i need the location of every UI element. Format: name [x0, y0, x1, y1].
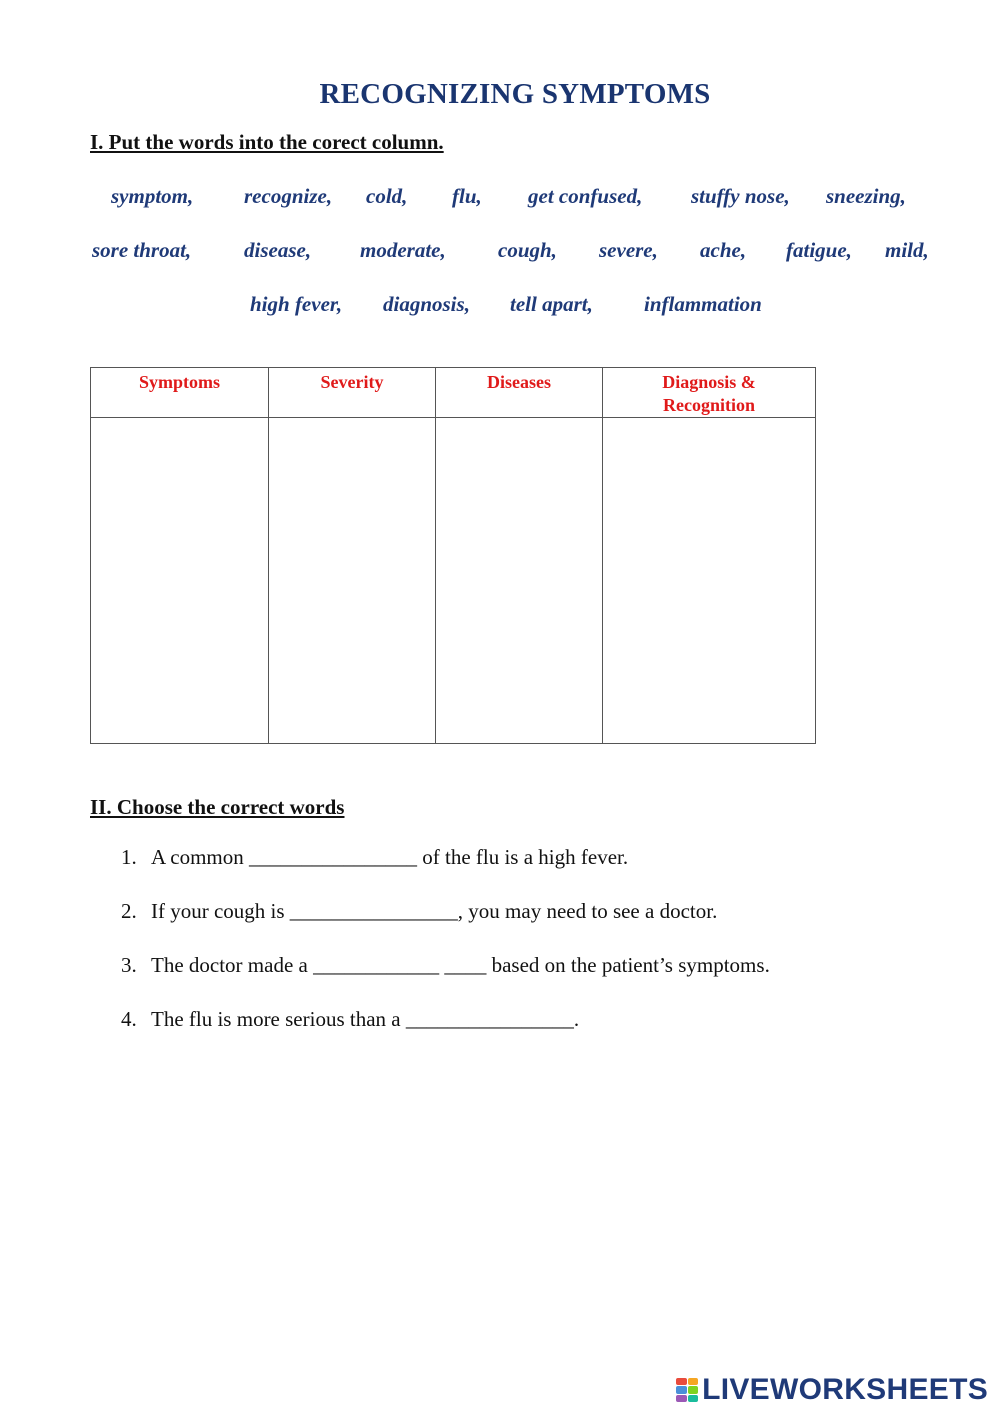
drop-zone-symptoms[interactable] — [91, 418, 269, 744]
question-text: The flu is more serious than a ________________. — [151, 1007, 580, 1031]
question-number: 3. — [121, 953, 137, 977]
question-text: The doctor made a ____________ ____ based on the patient’s symptoms. — [151, 953, 770, 977]
question-item — [121, 899, 717, 924]
question-item — [121, 845, 628, 870]
word-bank-item[interactable]: mild, — [885, 238, 929, 262]
word-bank-item[interactable]: tell apart, — [510, 292, 593, 316]
drop-zone-diseases[interactable] — [436, 418, 603, 744]
word-bank-item[interactable]: symptom, — [111, 184, 194, 208]
word-bank-item[interactable]: fatigue, — [786, 238, 852, 262]
drop-zone-severity[interactable] — [269, 418, 436, 744]
word-bank-item[interactable]: high fever, — [250, 292, 343, 316]
sorting-table — [90, 367, 816, 744]
question-item — [121, 953, 770, 978]
word-bank-item[interactable]: cough, — [498, 238, 557, 262]
word-bank-item[interactable]: sneezing, — [826, 184, 906, 208]
word-bank-item[interactable]: disease, — [244, 238, 312, 262]
section-2-heading: II. Choose the correct words — [90, 795, 345, 819]
word-bank-item[interactable]: inflammation — [644, 292, 762, 316]
word-bank-item[interactable]: stuffy nose, — [691, 184, 790, 208]
word-bank-item[interactable]: cold, — [366, 184, 408, 208]
word-bank-item[interactable]: ache, — [700, 238, 747, 262]
drop-zone-diagnosis-recognition[interactable] — [603, 418, 816, 744]
page-title: RECOGNIZING SYMPTOMS — [319, 78, 711, 110]
word-bank-item[interactable]: diagnosis, — [383, 292, 470, 316]
word-bank-item[interactable]: get confused, — [528, 184, 643, 208]
logo-tile — [676, 1378, 687, 1385]
word-bank-item[interactable]: moderate, — [360, 238, 446, 262]
question-number: 2. — [121, 899, 137, 923]
column-header-diagnosis-recognition: Diagnosis & Recognition — [603, 368, 816, 418]
liveworksheets-logo-text: LIVEWORKSHEETS — [702, 1373, 988, 1406]
logo-tile — [688, 1378, 699, 1385]
section-1-heading: I. Put the words into the corect column. — [90, 130, 444, 154]
word-bank-item[interactable]: severe, — [599, 238, 658, 262]
word-bank-item[interactable]: recognize, — [244, 184, 333, 208]
question-item — [121, 1007, 579, 1032]
question-number: 1. — [121, 845, 137, 869]
question-number: 4. — [121, 1007, 137, 1031]
liveworksheets-logo-icon — [676, 1378, 698, 1402]
logo-tile — [676, 1395, 687, 1402]
question-text: If your cough is ________________, you may need to see a doctor. — [151, 899, 718, 923]
question-text: A common ________________ of the flu is a high fever. — [151, 845, 629, 869]
liveworksheets-logo — [676, 1373, 988, 1407]
word-bank-item[interactable]: sore throat, — [92, 238, 192, 262]
logo-tile — [688, 1386, 699, 1393]
logo-tile — [688, 1395, 699, 1402]
word-bank-item[interactable]: flu, — [452, 184, 482, 208]
column-header-diseases: Diseases — [436, 368, 603, 418]
logo-tile — [676, 1386, 687, 1393]
column-header-symptoms: Symptoms — [91, 368, 269, 418]
column-header-severity: Severity — [269, 368, 436, 418]
